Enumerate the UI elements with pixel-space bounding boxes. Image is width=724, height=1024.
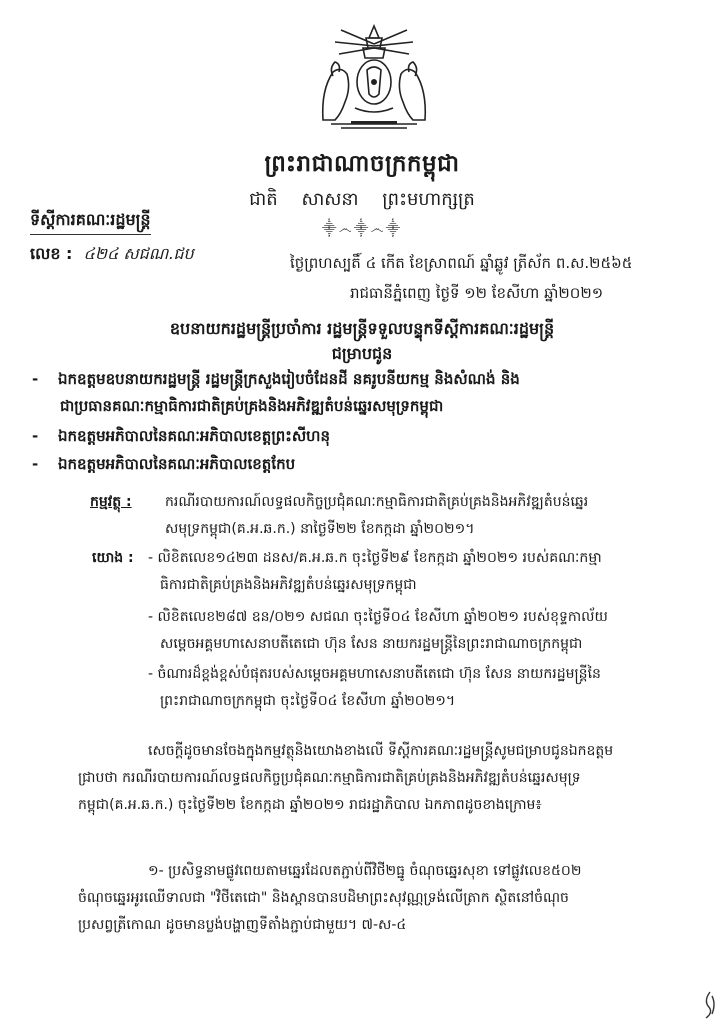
salutation: ជម្រាបជូន: [331, 344, 393, 363]
paragraph-2-line-2: ចំណុចឆ្នេរអូរឈើទាលជា "វិថីតេជោ" និងស្ពានបានបដិមាព្រះសុវណ្ណទ្រង់លើត្រាក ស្ថិតនៅចំណុច: [78, 890, 569, 906]
subject-label: កម្មវត្ថុ :: [90, 494, 132, 510]
kingdom-heading: ព្រះរាជាណាចក្រកម្ពុជា: [264, 151, 460, 177]
recipient-3-line1: ឯកឧត្តមអភិបាលនៃគណៈអភិបាលខេត្តកែប: [58, 455, 296, 473]
reference-2-line-1: - លិខិតលេខ២៨៧ ឧន/០២១ សជណ ចុះថ្ងៃទី០៤ ខែសីហា ឆ្នាំ២០២១ របស់ខុទ្ទកាល័យ: [148, 609, 608, 625]
royal-coat-of-arms-emblem: [311, 24, 437, 134]
recipient-1: - ឯកឧត្តមឧបនាយករដ្ឋមន្ត្រី រដ្ឋមន្ត្រីក្រសួងរៀបចំដែនដី នគរូបនីយកម្ម និងសំណង់ និង: [32, 370, 520, 388]
sender-title: ឧបនាយករដ្ឋមន្ត្រីប្រចាំការ រដ្ឋមន្ត្រីទទួលបន្ទុកទីស្តីការគណៈរដ្ឋមន្ត្រី: [169, 319, 555, 338]
decorative-ornament: ⸎෴⸎෴⸎: [321, 221, 403, 237]
national-motto: ជាតិ សាសនា ព្រះមហាក្សត្រ: [249, 189, 475, 210]
recipient-2-line1: ឯកឧត្តមអភិបាលនៃគណៈអភិបាលខេត្តព្រះសីហនុ: [58, 427, 330, 445]
paragraph-1-line-1: សេចក្តីដូចមានចែងក្នុងកម្មវត្ថុនិងយោងខាងលើ ទីស្តីការគណៈរដ្ឋមន្ត្រីសូមជម្រាបជូនឯកឧត្តម: [148, 743, 614, 759]
references-label: យោង :: [92, 550, 134, 566]
recipient-2: - ឯកឧត្តមអភិបាលនៃគណៈអភិបាលខេត្តព្រះសីហនុ: [32, 427, 330, 445]
reference-1-line-1: - លិខិតលេខ១៤២៣ ដនស/គ.អ.ឆ.ក ចុះថ្ងៃទី២៩ ខែកក្កដា ឆ្នាំ២០២១ របស់គណៈកម្មា: [148, 550, 602, 566]
reference-3-line-1: - ចំណារដ៏ខ្ពង់ខ្ពស់បំផុតរបស់សម្តេចអគ្គមហាសេនាបតីតេជោ ហ៊ុន សែន នាយករដ្ឋមន្ត្រីនៃ: [148, 666, 601, 682]
subject-line-1: ករណីរបាយការណ៍លទ្ធផលកិច្ចប្រជុំគណៈកម្មាធិការជាតិគ្រប់គ្រងនិងអភិវឌ្ឍតំបន់ឆ្នេរ: [165, 494, 589, 510]
paragraph-1-line-2: ជ្រាបថា ករណីរបាយការណ៍លទ្ធផលកិច្ចប្រជុំគណៈកម្មាធិការជាតិគ្រប់គ្រងនិងអភិវឌ្ឍតំបន់ឆ្នេរសមុទ្រ: [78, 770, 581, 786]
subject-line-2: សមុទ្រកម្ពុជា(គ.អ.ឆ.ក.) នាថ្ងៃទី២២ ខែកក្កដា ឆ្នាំ២០២១។: [165, 521, 475, 537]
solar-date: រាជធានីភ្នំពេញ ថ្ងៃទី ១២ ខែសីហា ឆ្នាំ២០២១: [350, 284, 604, 302]
reference-number-value: ៤២៤ សជណ.ជប: [83, 244, 194, 263]
recipient-1-line1: ឯកឧត្តមឧបនាយករដ្ឋមន្ត្រី រដ្ឋមន្ត្រីក្រសួងរៀបចំដែនដី នគរូបនីយកម្ម និងសំណង់ និង: [58, 370, 520, 388]
paragraph-2-line-1: ១- ប្រសិទ្ធនាមផ្លូវពេយតាមឆ្នេរដែលតភ្ជាប់ពីវិថី២ធ្នូ ចំណុចឆ្នេរសុខា ទៅផ្លូវលេខ៥០២: [148, 863, 582, 879]
paragraph-1-line-3: កម្ពុជា(គ.អ.ឆ.ក.) ចុះថ្ងៃទី២២ ខែកក្កដា ឆ្នាំ២០២១ រាជរដ្ឋាភិបាល ឯកភាពដូចខាងក្រោម៖: [78, 797, 542, 813]
reference-1-line-2: ធិការជាតិគ្រប់គ្រងនិងអភិវឌ្ឍតំបន់ឆ្នេរសមុទ្រកម្ពុជា: [160, 577, 417, 593]
recipient-1-line2: ជាប្រធានគណៈកម្មាធិការជាតិគ្រប់គ្រងនិងអភិវឌ្ឍតំបន់ឆ្នេរសមុទ្រកម្ពុជា: [60, 397, 444, 415]
recipient-3: - ឯកឧត្តមអភិបាលនៃគណៈអភិបាលខេត្តកែប: [32, 455, 296, 473]
reference-number-label: លេខ :: [30, 244, 73, 263]
handwritten-initial-mark: [700, 990, 720, 1020]
lunar-date: ថ្ងៃព្រហស្បតិ៍ ៤ កើត ខែស្រាពណ៍ ឆ្នាំឆ្លូវ ត្រីស័ក ព.ស.២៥៦៥: [290, 254, 633, 272]
reference-number: [30, 243, 194, 267]
issuing-office: ទីស្តីការគណៈរដ្ឋមន្ត្រី: [30, 209, 151, 235]
reference-2-line-2: សម្តេចអគ្គមហាសេនាបតីតេជោ ហ៊ុន សែន នាយករដ្ឋមន្ត្រីនៃព្រះរាជាណាចក្រកម្ពុជា: [160, 636, 583, 652]
reference-3-line-2: ព្រះរាជាណាចក្រកម្ពុជា ចុះថ្ងៃទី០៤ ខែសីហា ឆ្នាំ២០២១។: [160, 693, 456, 709]
paragraph-2-line-3: ប្រសព្វត្រីកោណ ដូចមានប្លង់បង្ហាញទីតាំងភ្ជាប់ជាមួយ។ ៧-ស-៤: [78, 917, 407, 933]
